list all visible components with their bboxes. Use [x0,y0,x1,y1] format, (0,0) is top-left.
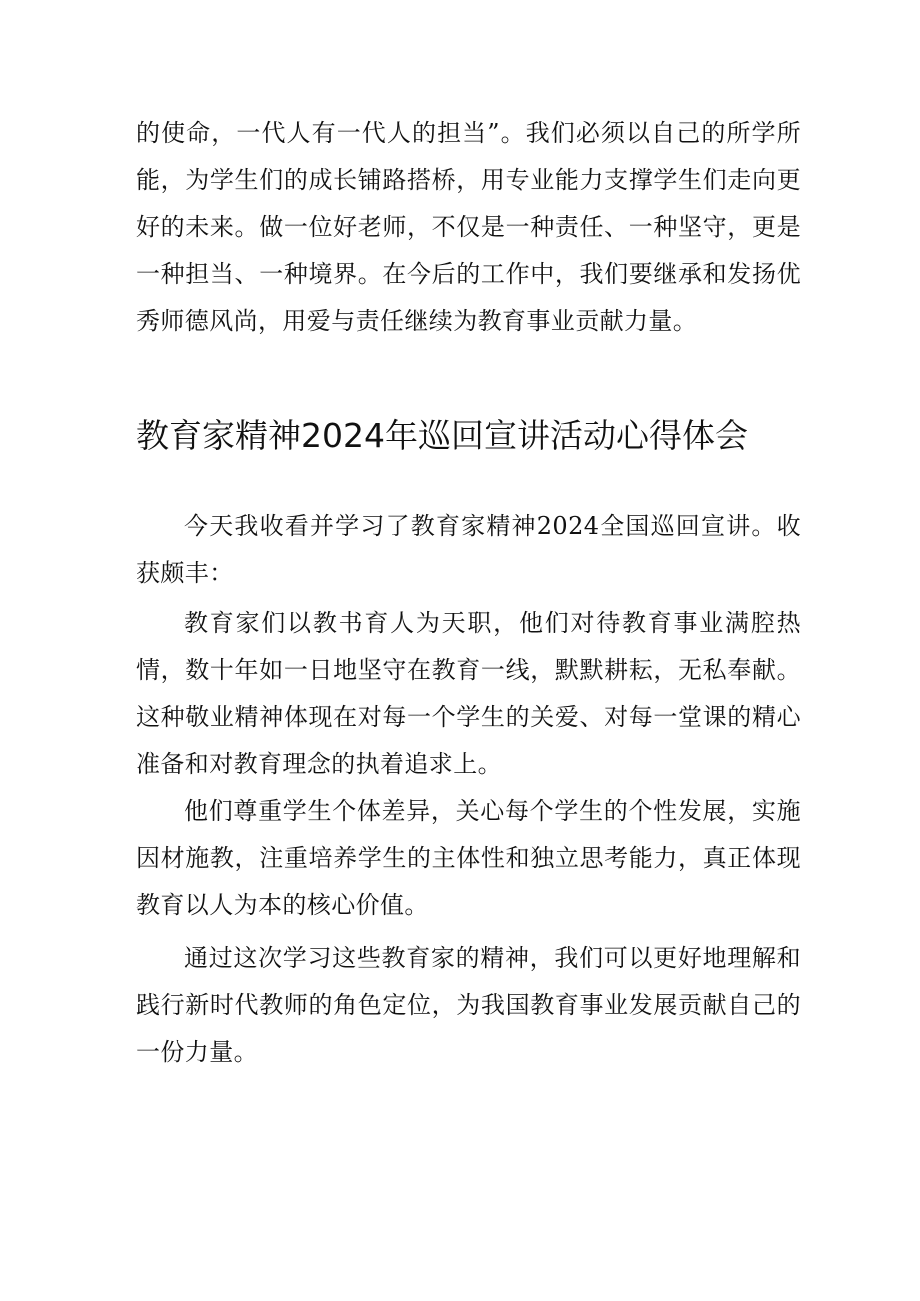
paragraph-intro: 今天我收看并学习了教育家精神2024全国巡回宣讲。收获颇丰： [136,512,801,587]
paragraph-individuality: 他们尊重学生个体差异，关心每个学生的个性发展，实施因材施教，注重培养学生的主体性和独立思考能力，真正体现教育以人为本的核心价值。 [136,797,801,919]
section-title: 教育家精神2024年巡回宣讲活动心得体会 [136,416,748,455]
paragraph-conclusion: 通过这次学习这些教育家的精神，我们可以更好地理解和践行新时代教师的角色定位，为我国教育事业发展贡献自己的一份力量。 [136,944,801,1066]
continued-paragraph: 的使命，一代人有一代人的担当”。我们必须以自己的所学所能，为学生们的成长铺路搭桥，用专业能力支撑学生们走向更好的未来。做一位好老师，不仅是一种责任、一种坚守，更是一种担当、一种境界。在今后的工作中，我们要继承和发扬优秀师德风尚，用爱与责任继续为教育事业贡献力量。 [136,119,801,335]
paragraph-dedication: 教育家们以教书育人为天职，他们对待教育事业满腔热情，数十年如一日地坚守在教育一线，默默耕耘，无私奉献。这种敬业精神体现在对每一个学生的关爱、对每一堂课的精心准备和对教育理念的执着追求上。 [136,609,801,778]
